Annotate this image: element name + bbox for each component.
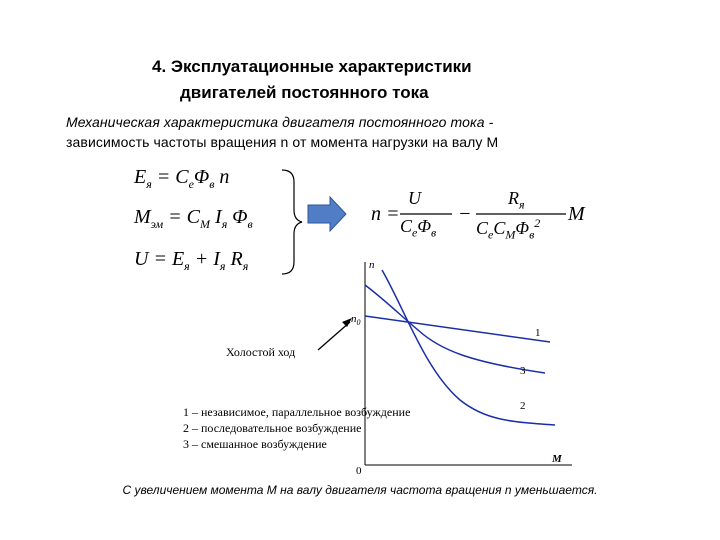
result-den-1: $C_e\Phi_в$ xyxy=(400,216,437,240)
result-n: n = xyxy=(371,203,400,225)
curve-label-3: 3 xyxy=(520,365,526,377)
n0-label: $n_0$ xyxy=(351,313,361,327)
subtitle-line-1: Механическая характеристика двигателя постоянного тока - xyxy=(66,114,494,130)
legend xyxy=(183,404,410,452)
x-axis-label: M xyxy=(552,453,562,465)
result-num-2: $R_я$ xyxy=(508,188,525,212)
equation-torque: $M_{эм} = C_M$ $I_я$ $\Phi_в$ xyxy=(134,206,253,231)
brace xyxy=(282,170,302,274)
subtitle-line-2: зависимость частоты вращения n от момента нагрузки на валу M xyxy=(66,134,499,150)
y-axis-label: n xyxy=(369,259,375,271)
title-line-2: двигателей постоянного тока xyxy=(180,83,429,102)
idle-arrow-line xyxy=(318,322,350,350)
origin-label: 0 xyxy=(356,465,362,477)
legend-item-2: 2 – последовательное возбуждение xyxy=(183,421,362,435)
result-m: M xyxy=(568,203,585,225)
title-line-1: 4. Эксплуатационные характеристики xyxy=(152,57,472,76)
equation-voltage: $U = E_я + I_я$ $R_я$ xyxy=(134,248,249,273)
curve-label-1: 1 xyxy=(535,327,541,339)
curve-1 xyxy=(365,316,550,342)
result-num-1: U xyxy=(408,188,421,208)
result-minus: − xyxy=(458,203,472,225)
caption: С увеличением момента М на валу двигателя частота вращения n уменьшается. xyxy=(122,483,598,497)
legend-item-3: 3 – смешанное возбуждение xyxy=(183,437,327,451)
result-den-2: $C_eC_M\Phi_в^2$ xyxy=(476,216,541,242)
legend-item-1: 1 – независимое, параллельное возбуждение xyxy=(183,405,411,419)
idle-label: Холостой ход xyxy=(226,345,296,359)
curve-2 xyxy=(382,270,555,425)
curve-label-2: 2 xyxy=(520,400,526,412)
block-arrow xyxy=(308,197,346,231)
equation-emf: $E_я = C_e\Phi_в$ n xyxy=(134,166,230,191)
